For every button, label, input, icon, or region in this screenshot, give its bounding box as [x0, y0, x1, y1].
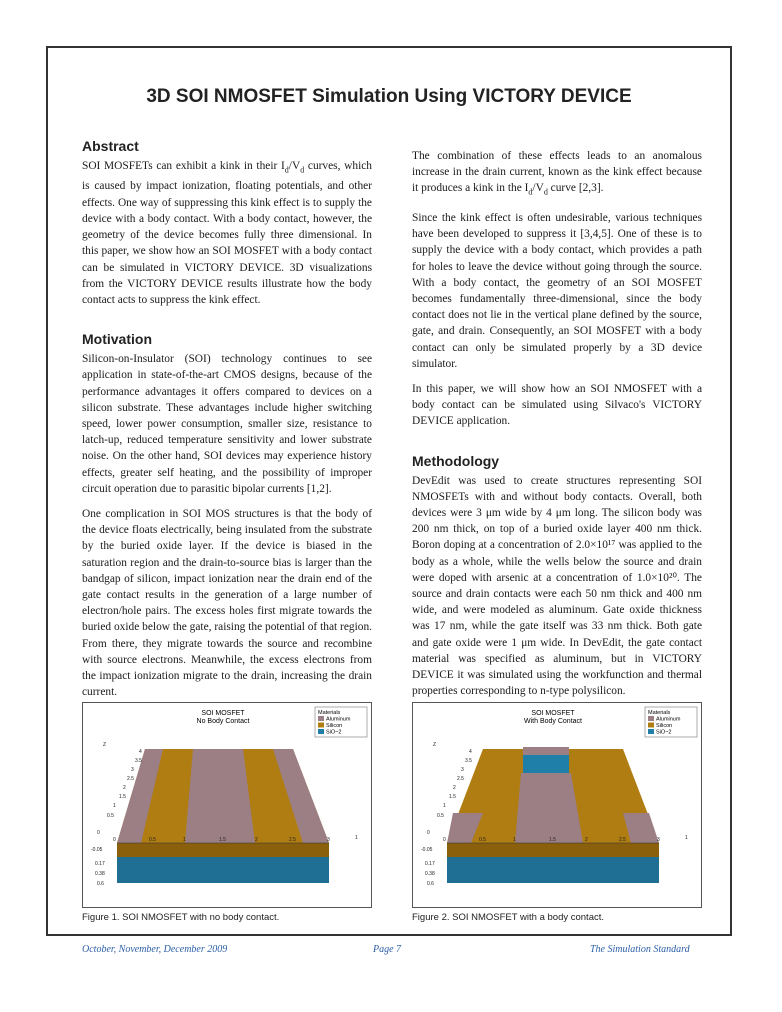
figure-2-x-tick-1: 0.5: [479, 837, 486, 843]
footer-page-number: Page 7: [373, 944, 402, 955]
footer-date: October, November, December 2009: [82, 944, 228, 955]
figure-2-x-tick-0: 0: [443, 837, 446, 843]
figure-2-caption: Figure 2. SOI NMOSFET with a body contact.: [412, 912, 605, 923]
figure-1-title-line-2: No Body Contact: [196, 718, 250, 725]
figure-2-gate-contact: [515, 773, 583, 843]
figure-1: [82, 702, 372, 908]
figure-2-z-tick-4: 0.6: [427, 881, 434, 887]
methodology-heading: Methodology: [412, 452, 500, 469]
motivation-paragraph-1: Silicon-on-Insulator (SOI) technology continues to see application in state-of-the-art CMOS designs, because of the performance advantages it offers compared to devices on a silicon substrate. These advantages include higher switching speed, lower power consumption, smaller size, resistance to latch-up, reduced temperature sensitivity and lower substrate noise. On the other hand, SOI devices may experience history effects, greater self heating, and the possibility of improper circuit operation due to parasitic bipolar currents [1,2].: [82, 353, 372, 495]
figure-1-z-tick-b: 3.5: [135, 758, 142, 764]
figure-1-legend-silicon: Silicon: [326, 723, 343, 729]
figure-1-z-tick-3: 0.38: [95, 871, 105, 877]
figure-2-legend-swatch-aluminum: [648, 716, 654, 721]
figure-2-x-tick-4: 2: [585, 837, 588, 843]
figure-1-legend-swatch-oxide: [318, 729, 324, 734]
figure-2-legend-aluminum: Aluminum: [656, 716, 681, 723]
figure-1-x-tick-6: 3: [327, 837, 330, 843]
figure-2-z-tick-1: -0.05: [421, 847, 433, 853]
figure-2-z-tick-b: 3.5: [465, 758, 472, 764]
figure-1-z-tick-2: 0.17: [95, 861, 105, 867]
figure-2-legend-oxide: SiO~2: [656, 729, 672, 736]
figure-2-legend-swatch-oxide: [648, 729, 654, 734]
figure-1-x-tick-4: 2: [255, 837, 258, 843]
figure-2-z-tick-c: 3: [461, 767, 464, 773]
page-title: 3D SOI NMOSFET Simulation Using VICTORY DEVICE: [146, 86, 632, 107]
figure-1-z-tick-e: 2: [123, 785, 126, 791]
figure-1-z-tick-g: 1: [113, 803, 116, 809]
figure-1-z-tick-h: 0.5: [107, 813, 114, 819]
figure-1-z-tick-4: 0.6: [97, 881, 104, 887]
figure-2-x-tick-2: 1: [513, 837, 516, 843]
figure-1-caption: Figure 1. SOI NMOSFET with no body contact.: [82, 912, 280, 923]
figure-1-z-tick-c: 3: [131, 767, 134, 773]
page-frame: [46, 46, 732, 936]
motivation-paragraph-5: In this paper, we will show how an SOI NMOSFET with a body contact can be simulated using Silvaco's VICTORY DEVICE application.: [412, 382, 702, 428]
figure-1-z-tick-1: -0.05: [91, 847, 103, 853]
figure-2-x-tick-6: 3: [657, 837, 660, 843]
figure-2-z-tick-h: 0.5: [437, 813, 444, 819]
abstract-heading: Abstract: [82, 138, 139, 154]
figure-2-body-contact-oxide: [523, 755, 569, 773]
figure-2-legend-silicon: Silicon: [656, 723, 673, 729]
figure-1-z-tick-f: 1.5: [119, 794, 126, 800]
figure-2-z-tick-f: 1.5: [449, 794, 456, 800]
figure-2-silicon-front: [447, 843, 659, 857]
figure-2-z-label: Z: [433, 742, 437, 748]
figure-1-legend-swatch-silicon: [318, 723, 324, 728]
figure-2-oxide-front: [447, 857, 659, 883]
figure-2-z-tick-2: 0.17: [425, 861, 435, 867]
figure-2-body-contact: [523, 747, 569, 755]
figure-1-legend-oxide: SiO~2: [326, 729, 342, 736]
right-column: [412, 148, 702, 708]
figure-2-z-tick-0: 0: [427, 830, 430, 836]
footer-publication: The Simulation Standard: [590, 944, 690, 955]
figure-2-x-tick-3: 1.5: [549, 837, 556, 843]
figure-1-rendering: [83, 703, 371, 907]
figure-2-legend-title: Materials: [648, 710, 671, 716]
figure-2-title-line-2: With Body Contact: [524, 718, 582, 725]
figure-1-legend-title: Materials: [318, 710, 341, 716]
figure-1-x-tick-2: 1: [183, 837, 186, 843]
motivation-heading: Motivation: [82, 331, 152, 348]
figure-1-x-tick-5: 2.5: [289, 837, 296, 843]
motivation-paragraph-2: One complication in SOI MOS structures is that the body of the device floats electrically, being insulated from the substrate by the buried oxide layer. If the device is biased in the saturation region and the drain-to-source bias is larger than the bandgap of silicon, impact ionization near the drain end of the gate contact results in the generation of a large number of electron/hole pairs. The excess holes first migrate towards the buried oxide below the gate, raising the potential of that region. From there, they migrate towards the source and recombine with source electrons. Meanwhile, the excess electrons from the impact ionization migrate to the drain, increasing the drain current.: [82, 507, 372, 699]
figure-2-x-label: 1: [685, 835, 688, 841]
figure-1-z-tick-0: 0: [97, 830, 100, 836]
figure-1-legend-aluminum: Aluminum: [326, 716, 351, 723]
figure-1-z-label: Z: [103, 742, 107, 748]
figure-1-oxide-front: [117, 857, 329, 883]
figure-2-z-tick-g: 1: [443, 803, 446, 809]
figure-2-z-tick-3: 0.38: [425, 871, 435, 877]
figure-1-x-tick-0: 0: [113, 837, 116, 843]
figure-1-x-tick-3: 1.5: [219, 837, 226, 843]
figure-1-x-label: 1: [355, 835, 358, 841]
figure-2: [412, 702, 702, 908]
figure-2-legend-swatch-silicon: [648, 723, 654, 728]
methodology-paragraph: DevEdit was used to create structures representing SOI NMOSFETs with and without body contacts. Overall, both devices were 3 μm wide by 4 μm long. The silicon body was 200 nm thick, on top of a buried oxide layer 400 nm thick. Boron doping at a concentration of 2.0×10¹⁷ was applied to the body as a whole, while the wells below the source and drain were doped with arsenic at a concentration of 1.0×10²⁰. The source and drain contacts were each 50 nm thick and 400 nm wide, and were modeled as aluminum. Gate oxide thickness was 17 nm, while the gate itself was 33 nm thick. Both gate and gate oxide were 1 μm wide. In DevEdit, the gate contact material was specified as aluminum, but in VICTORY DEVICE it was simulated using the workfunction and thermal properties corresponding to n-type polysilicon.: [412, 474, 702, 698]
motivation-paragraph-4: Since the kink effect is often undesirable, various techniques have been developed to suppress it [3,4,5]. One of these is to supply the device with a body contact, which provides a path for holes to leave the device without going through the source. With a body contact, the geometry of an SOI MOSFET becomes fundamentally three-dimensional, since the body contact does not lie in the vertical plane defined by the source, gate, and drain. Consequently, an SOI MOSFET with a body contact can only be simulated properly by a 3D device simulator.: [412, 211, 702, 370]
figure-2-rendering: [413, 703, 701, 907]
figure-1-z-tick-d: 2.5: [127, 776, 134, 782]
figure-1-x-tick-1: 0.5: [149, 837, 156, 843]
abstract-paragraph: SOI MOSFETs can exhibit a kink in their $I_d/V_d$ curves, which is caused by impact ionization, floating potentials, and other effects. One way of suppressing this kink effect is to supply the device with a body contact. With a body contact, however, the geometry of the device becomes fully three dimensional. In this paper, we show how an SOI MOSFET with a body contact can be simulated in VICTORY DEVICE. 3D visualizations from the VICTORY DEVICE results illustrate how the body contact acts to suppress the kink effect.: [82, 160, 372, 306]
figure-2-z-tick-d: 2.5: [457, 776, 464, 782]
figure-2-z-tick-a: 4: [469, 749, 472, 755]
motivation-paragraph-3: The combination of these effects leads to an anomalous increase in the drain current, known as the kink effect because it produces a kink in the $I_d/V_d$ curve [2,3].: [412, 150, 702, 197]
left-column: [82, 138, 372, 709]
figure-2-x-tick-5: 2.5: [619, 837, 626, 843]
figure-1-z-tick-a: 4: [139, 749, 142, 755]
figure-1-title-line-1: SOI MOSFET: [201, 710, 245, 717]
figure-2-z-tick-e: 2: [453, 785, 456, 791]
figure-1-gate-contact: [185, 749, 255, 843]
figure-1-legend-swatch-aluminum: [318, 716, 324, 721]
figure-2-title-line-1: SOI MOSFET: [531, 710, 575, 717]
figure-1-silicon-front: [117, 843, 329, 857]
